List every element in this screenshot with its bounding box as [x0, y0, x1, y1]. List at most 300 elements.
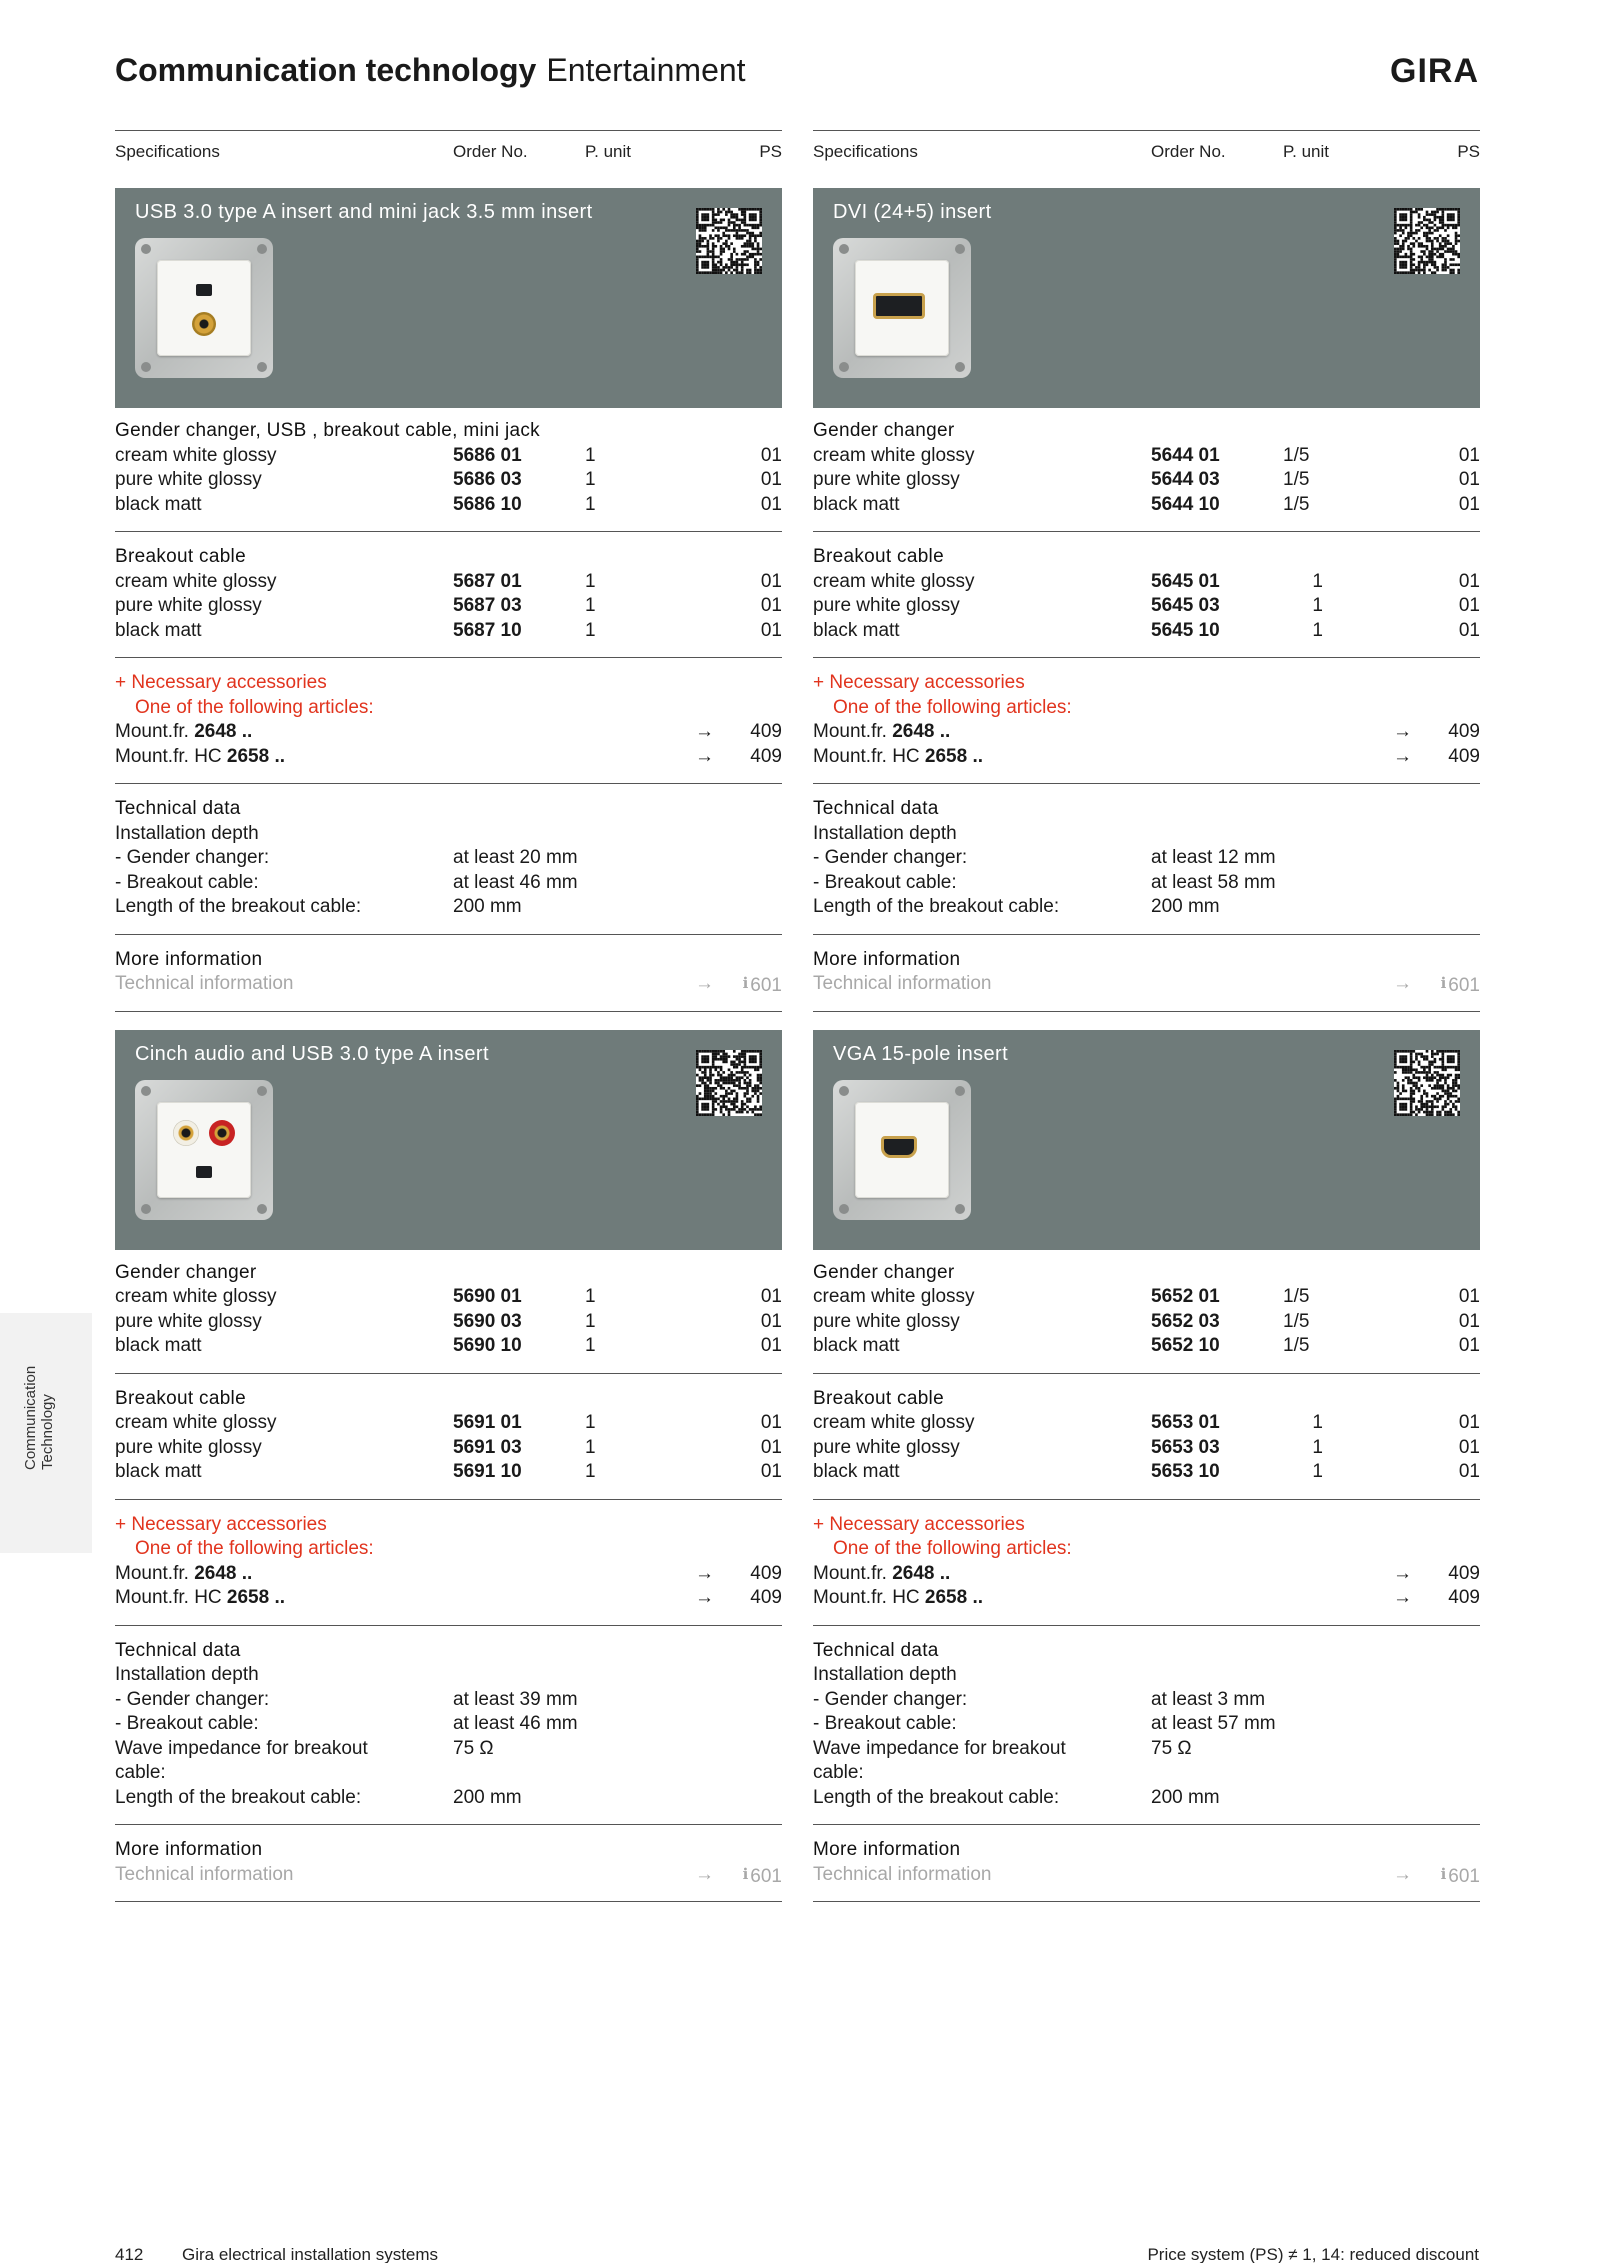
price-system: 01: [760, 1286, 782, 1307]
catalog-page: 409: [750, 721, 782, 742]
accessories-title: + Necessary accessories: [115, 1513, 327, 1535]
variant-name: cream white glossy: [115, 444, 277, 466]
product-banner: [813, 188, 1480, 408]
variant-row: [115, 594, 782, 619]
vga-port-icon: [881, 1136, 917, 1158]
variant-name: pure white glossy: [813, 595, 960, 616]
col-unit-label: P. unit: [585, 142, 632, 161]
col-unit-label: P. unit: [1283, 142, 1330, 161]
technical-data-section: [813, 1626, 1480, 1826]
screw-icon: [141, 244, 151, 254]
variant-row: [115, 1334, 782, 1359]
usb-port-icon: [196, 1166, 212, 1178]
tech-row: [813, 846, 1480, 871]
order-number: 5645 01: [1151, 570, 1220, 592]
tech-row: [115, 1761, 782, 1786]
accessories-subtitle: One of the following articles:: [833, 1538, 1072, 1559]
arrow-right-icon: →: [1393, 1562, 1412, 1584]
variant-name: pure white glossy: [813, 1310, 960, 1332]
product-photo: [833, 238, 971, 378]
arrow-right-icon: →: [695, 973, 714, 994]
col-spec-label: Specifications: [813, 142, 918, 161]
order-number: 5652 01: [1151, 1286, 1220, 1307]
tech-row: [813, 871, 1480, 896]
variant-row: [813, 594, 1480, 619]
tech-label: - Gender changer:: [813, 847, 968, 868]
price-system: 01: [760, 444, 782, 466]
accessory-row[interactable]: [115, 745, 782, 770]
variant-row: [813, 468, 1480, 493]
variant-row: [115, 619, 782, 644]
section-title: Gender changer: [813, 1261, 955, 1283]
order-number: 5687 01: [453, 570, 522, 592]
qr-code-icon[interactable]: [696, 208, 762, 274]
order-number: 5687 03: [453, 595, 522, 616]
cinch-red-icon: [209, 1120, 235, 1146]
side-tab-line2: Technology: [39, 1394, 56, 1470]
tech-label: - Breakout cable:: [115, 871, 259, 893]
catalog-page: 409: [750, 745, 782, 767]
more-info-section: [813, 935, 1480, 1012]
accessories-section: [115, 658, 782, 784]
screw-icon: [257, 1204, 267, 1214]
variant-name: black matt: [813, 619, 900, 641]
info-icon: ℹ: [1440, 975, 1447, 992]
accessory-number: 2658 ..: [226, 745, 286, 767]
accessory-name: Mount.fr. 2648 ..: [115, 721, 253, 742]
price-system: 01: [1458, 1436, 1480, 1458]
tech-row: [813, 895, 1480, 920]
order-number: 5686 01: [453, 444, 522, 466]
technical-info-link[interactable]: Technical information → ℹ 601: [115, 973, 782, 996]
more-info-section: [115, 1825, 782, 1902]
more-info-section: [813, 1825, 1480, 1902]
variant-row: [813, 493, 1480, 518]
qr-code-icon[interactable]: [696, 1050, 762, 1116]
variant-row: [115, 1460, 782, 1485]
variant-name: cream white glossy: [813, 570, 975, 592]
price-system: 01: [760, 1436, 782, 1458]
insert-plate: [157, 1102, 251, 1198]
tech-label: Wave impedance for breakout: [115, 1737, 368, 1759]
price-system: 01: [1458, 469, 1480, 490]
qr-code-icon[interactable]: [1394, 208, 1460, 274]
accessories-title: + Necessary accessories: [813, 672, 1025, 693]
accessories-section: [813, 1500, 1480, 1626]
section-title: More information: [115, 1839, 263, 1860]
screw-icon: [955, 1086, 965, 1096]
variant-row: [115, 493, 782, 518]
section-title: Gender changer: [115, 1261, 257, 1283]
order-number: 5644 10: [1151, 493, 1220, 515]
order-number: 5691 01: [453, 1412, 522, 1433]
gender-changer-section: [813, 1250, 1480, 1374]
packing-unit: 1: [1312, 1461, 1323, 1482]
order-number: 5691 10: [453, 1461, 522, 1482]
breakout-cable-section: [813, 532, 1480, 658]
packing-unit: 1: [585, 619, 596, 641]
tech-value: at least 3 mm: [1151, 1688, 1266, 1710]
tech-label: Installation depth: [115, 1664, 259, 1685]
variant-row: [115, 468, 782, 493]
accessory-name: Mount.fr. HC 2658 ..: [115, 745, 286, 767]
section-title: Gender changer, USB , breakout cable, mini jack: [115, 420, 540, 441]
accessories-section: [115, 1500, 782, 1626]
accessory-name: Mount.fr. 2648 ..: [813, 721, 951, 742]
variant-row: [813, 1436, 1480, 1461]
price-system: 01: [1458, 1335, 1480, 1356]
packing-unit: 1: [585, 595, 596, 616]
more-info-section: [115, 935, 782, 1012]
order-number: 5686 03: [453, 469, 522, 490]
packing-unit: 1: [585, 1412, 596, 1433]
tech-label: cable:: [813, 1762, 864, 1783]
column-header: [813, 130, 1480, 170]
accessory-row[interactable]: [813, 720, 1480, 745]
tech-value: at least 46 mm: [453, 1713, 578, 1734]
section-title: Breakout cable: [813, 1387, 944, 1409]
arrow-right-icon: →: [695, 1863, 714, 1885]
tech-label: - Gender changer:: [115, 1688, 270, 1710]
tech-value: at least 12 mm: [1151, 847, 1276, 868]
section-title: Technical data: [115, 1639, 241, 1661]
order-number: 5690 01: [453, 1286, 522, 1307]
breakout-cable-section: [115, 1374, 782, 1500]
tech-value: at least 57 mm: [1151, 1713, 1276, 1734]
product-banner: [115, 1030, 782, 1250]
footer-note: Price system (PS) ≠ 1, 14: reduced discount: [1147, 2245, 1479, 2263]
packing-unit: 1: [585, 1335, 596, 1356]
accessory-number: 2648 ..: [194, 1562, 253, 1584]
variant-name: pure white glossy: [813, 469, 960, 490]
arrow-right-icon: →: [1393, 1863, 1412, 1885]
variant-name: cream white glossy: [813, 444, 975, 466]
accessory-number: 2658 ..: [924, 745, 984, 767]
price-system: 01: [1458, 619, 1480, 641]
left-column: [115, 130, 782, 1902]
accessory-row[interactable]: [115, 1586, 782, 1611]
tech-label: Installation depth: [813, 822, 957, 844]
tech-label: Length of the breakout cable:: [813, 896, 1060, 917]
packing-unit: 1: [585, 1436, 596, 1458]
variant-name: cream white glossy: [115, 1412, 277, 1433]
plus-icon: +: [813, 1513, 825, 1535]
right-column: [813, 130, 1480, 1902]
order-number: 5645 03: [1151, 595, 1220, 616]
price-system: 01: [760, 1412, 782, 1433]
price-system: 01: [760, 595, 782, 616]
variant-row: [813, 1334, 1480, 1359]
accessory-number: 2648 ..: [892, 1562, 951, 1584]
product-title: Cinch audio and USB 3.0 type A insert: [135, 1042, 489, 1065]
packing-unit: 1: [585, 1461, 596, 1482]
product-title: VGA 15-pole insert: [833, 1042, 1009, 1065]
tech-row: [813, 1786, 1480, 1811]
technical-data-section: [115, 1626, 782, 1826]
gira-logo: GIRA: [1390, 52, 1479, 90]
accessories-title: + Necessary accessories: [115, 672, 327, 693]
arrow-right-icon: →: [1393, 745, 1412, 767]
tech-row: [115, 1786, 782, 1811]
variant-name: black matt: [115, 619, 202, 641]
tech-label: Length of the breakout cable:: [115, 1786, 362, 1808]
variant-name: cream white glossy: [813, 1286, 975, 1307]
tech-value: at least 58 mm: [1151, 871, 1276, 893]
accessory-number: 2658 ..: [226, 1587, 286, 1608]
product-banner: [813, 1030, 1480, 1250]
screw-icon: [257, 244, 267, 254]
accessory-name: Mount.fr. 2648 ..: [115, 1562, 253, 1584]
packing-unit: 1/5: [1283, 493, 1310, 515]
dvi-port-icon: [873, 293, 925, 319]
product-title: DVI (24+5) insert: [833, 201, 992, 223]
variant-row: [813, 1411, 1480, 1436]
arrow-right-icon: →: [1393, 721, 1412, 742]
variant-row: [115, 1436, 782, 1461]
info-icon: ℹ: [742, 1865, 749, 1883]
tech-row: [115, 1737, 782, 1762]
variant-row: [115, 570, 782, 595]
section-title: Technical data: [813, 798, 939, 819]
catalog-page: 409: [1448, 1562, 1480, 1584]
screw-icon: [257, 362, 267, 372]
tech-label: - Breakout cable:: [813, 1713, 957, 1734]
accessories-subtitle: One of the following articles:: [135, 1538, 374, 1559]
order-number: 5686 10: [453, 493, 522, 515]
variant-name: pure white glossy: [115, 469, 262, 490]
column-header: [115, 130, 782, 170]
price-system: 01: [760, 1310, 782, 1332]
price-system: 01: [1458, 570, 1480, 592]
packing-unit: 1: [1312, 1436, 1323, 1458]
accessories-subtitle: One of the following articles:: [833, 696, 1072, 718]
accessory-number: 2648 ..: [194, 721, 253, 742]
variant-name: black matt: [115, 1461, 202, 1482]
tech-value: at least 39 mm: [453, 1688, 578, 1710]
product-block: [115, 1030, 782, 1903]
accessory-number: 2658 ..: [924, 1587, 984, 1608]
product-block: [115, 188, 782, 1012]
tech-value: 75 Ω: [1151, 1737, 1192, 1759]
tech-value: 200 mm: [1151, 1786, 1220, 1808]
tech-value: at least 46 mm: [453, 871, 578, 893]
tech-row: [115, 1712, 782, 1737]
packing-unit: 1: [1312, 570, 1323, 592]
screw-icon: [141, 1204, 151, 1214]
price-system: 01: [760, 1461, 782, 1482]
section-title: More information: [813, 1839, 961, 1860]
technical-info-link[interactable]: Technical information → ℹ 601: [813, 1863, 1480, 1887]
accessory-name: Mount.fr. 2648 ..: [813, 1562, 951, 1584]
insert-plate: [855, 1102, 949, 1198]
col-spec-label: Specifications: [115, 142, 220, 161]
plus-icon: +: [115, 1513, 127, 1535]
screw-icon: [839, 362, 849, 372]
product-title: USB 3.0 type A insert and mini jack 3.5 mm insert: [135, 201, 593, 223]
section-title: More information: [813, 948, 961, 970]
side-tab-label: [22, 1366, 56, 1470]
page-header: [115, 52, 1479, 92]
packing-unit: 1: [585, 1310, 596, 1332]
order-number: 5653 10: [1151, 1461, 1220, 1482]
tech-label: - Breakout cable:: [813, 871, 957, 893]
price-system: 01: [1458, 1412, 1480, 1433]
order-number: 5644 03: [1151, 469, 1220, 490]
col-ps-label: PS: [1457, 142, 1480, 161]
accessory-row[interactable]: [813, 745, 1480, 770]
technical-info-link[interactable]: Technical information → ℹ 601: [115, 1863, 782, 1887]
tech-row: [115, 871, 782, 896]
variant-name: cream white glossy: [115, 1286, 277, 1307]
tech-row: [813, 1712, 1480, 1737]
accessory-name: Mount.fr. HC 2658 ..: [813, 745, 984, 767]
arrow-right-icon: →: [695, 745, 714, 767]
packing-unit: 1/5: [1283, 1286, 1310, 1307]
tech-label: Installation depth: [813, 1664, 957, 1685]
accessories-subtitle: One of the following articles:: [135, 696, 374, 718]
variant-row: [813, 619, 1480, 644]
tech-row: [813, 1737, 1480, 1762]
variant-row: [115, 1310, 782, 1335]
col-order-label: Order No.: [453, 142, 528, 161]
price-system: 01: [760, 493, 782, 515]
tech-value: at least 20 mm: [453, 847, 578, 868]
tech-label: - Gender changer:: [115, 847, 270, 868]
tech-row: [115, 895, 782, 920]
price-system: 01: [760, 1335, 782, 1356]
tech-row: [813, 1688, 1480, 1713]
screw-icon: [955, 1204, 965, 1214]
accessory-row[interactable]: [115, 1562, 782, 1587]
catalog-page: 409: [1448, 745, 1480, 767]
page-title: Communication technology: [115, 52, 537, 88]
plus-icon: +: [115, 672, 127, 693]
catalog-page: 409: [1448, 721, 1480, 742]
section-title: Gender changer: [813, 420, 955, 441]
price-system: 01: [1458, 444, 1480, 466]
page-subtitle: Entertainment: [546, 52, 746, 88]
packing-unit: 1/5: [1283, 469, 1310, 490]
accessory-name: Mount.fr. HC 2658 ..: [115, 1587, 286, 1608]
screw-icon: [257, 1086, 267, 1096]
tech-row: [813, 1761, 1480, 1786]
usb-port-icon: [196, 284, 212, 296]
product-photo: [135, 1080, 273, 1220]
variant-name: pure white glossy: [115, 595, 262, 616]
price-system: 01: [1458, 1310, 1480, 1332]
tech-label: Installation depth: [115, 822, 259, 844]
accessory-row[interactable]: [115, 720, 782, 745]
variant-row: [813, 1310, 1480, 1335]
variant-name: black matt: [813, 1461, 900, 1482]
price-system: 01: [760, 570, 782, 592]
tech-row: [813, 822, 1480, 847]
arrow-right-icon: →: [1393, 1587, 1412, 1608]
page-number: 412: [115, 2245, 144, 2263]
side-tab-line1: Communication: [22, 1365, 39, 1470]
arrow-right-icon: →: [695, 1562, 714, 1584]
cinch-white-icon: [173, 1120, 199, 1146]
tech-label: Wave impedance for breakout: [813, 1737, 1066, 1759]
order-number: 5653 03: [1151, 1436, 1220, 1458]
order-number: 5690 10: [453, 1335, 522, 1356]
variant-row: [813, 570, 1480, 595]
product-banner: [115, 188, 782, 408]
packing-unit: 1: [1312, 1412, 1323, 1433]
variant-row: [813, 1285, 1480, 1310]
screw-icon: [839, 244, 849, 254]
screw-icon: [955, 244, 965, 254]
variant-name: black matt: [813, 1335, 900, 1356]
tech-label: Length of the breakout cable:: [115, 896, 362, 917]
variant-name: black matt: [813, 493, 900, 515]
tech-row: [115, 1688, 782, 1713]
variant-row: [115, 1285, 782, 1310]
accessory-row[interactable]: [813, 1562, 1480, 1587]
order-number: 5687 10: [453, 619, 522, 641]
section-title: Breakout cable: [115, 1387, 246, 1409]
footer-title: Gira electrical installation systems: [182, 2245, 439, 2263]
technical-data-section: [115, 784, 782, 935]
packing-unit: 1: [585, 1286, 596, 1307]
tech-row: [115, 1663, 782, 1688]
catalog-page: 409: [1448, 1587, 1480, 1608]
tech-row: [115, 822, 782, 847]
variant-row: [115, 444, 782, 469]
packing-unit: 1/5: [1283, 1335, 1310, 1356]
technical-info-link[interactable]: Technical information → ℹ 601: [813, 973, 1480, 996]
variant-name: pure white glossy: [115, 1310, 262, 1332]
qr-code-icon[interactable]: [1394, 1050, 1460, 1116]
tech-value: 200 mm: [453, 896, 522, 917]
tech-label: - Gender changer:: [813, 1688, 968, 1710]
screw-icon: [839, 1204, 849, 1214]
arrow-right-icon: →: [1393, 973, 1412, 994]
order-number: 5644 01: [1151, 444, 1220, 466]
tech-label: - Breakout cable:: [115, 1713, 259, 1734]
arrow-right-icon: →: [695, 1587, 714, 1608]
order-number: 5652 03: [1151, 1310, 1220, 1332]
breakout-cable-section: [813, 1374, 1480, 1500]
packing-unit: 1: [585, 444, 596, 466]
mini-jack-icon: [192, 312, 216, 336]
tech-value: 200 mm: [453, 1786, 522, 1808]
packing-unit: 1/5: [1283, 1310, 1310, 1332]
price-system: 01: [760, 619, 782, 641]
gender-changer-section: [115, 1250, 782, 1374]
packing-unit: 1: [585, 493, 596, 515]
packing-unit: 1: [585, 469, 596, 490]
packing-unit: 1: [1312, 595, 1323, 616]
section-title: Breakout cable: [115, 546, 246, 567]
product-block: [813, 1030, 1480, 1903]
technical-data-section: [813, 784, 1480, 935]
variant-name: black matt: [115, 493, 202, 515]
variant-name: cream white glossy: [813, 1412, 975, 1433]
section-title: Technical data: [115, 798, 241, 819]
order-number: 5652 10: [1151, 1335, 1220, 1356]
insert-plate: [157, 260, 251, 356]
section-title: More information: [115, 948, 263, 970]
accessory-row[interactable]: [813, 1586, 1480, 1611]
arrow-right-icon: →: [695, 721, 714, 742]
price-system: 01: [1458, 1286, 1480, 1307]
tech-value: 75 Ω: [453, 1737, 494, 1759]
packing-unit: 1: [585, 570, 596, 592]
catalog-page: 409: [750, 1587, 782, 1608]
screw-icon: [955, 362, 965, 372]
order-number: 5691 03: [453, 1436, 522, 1458]
